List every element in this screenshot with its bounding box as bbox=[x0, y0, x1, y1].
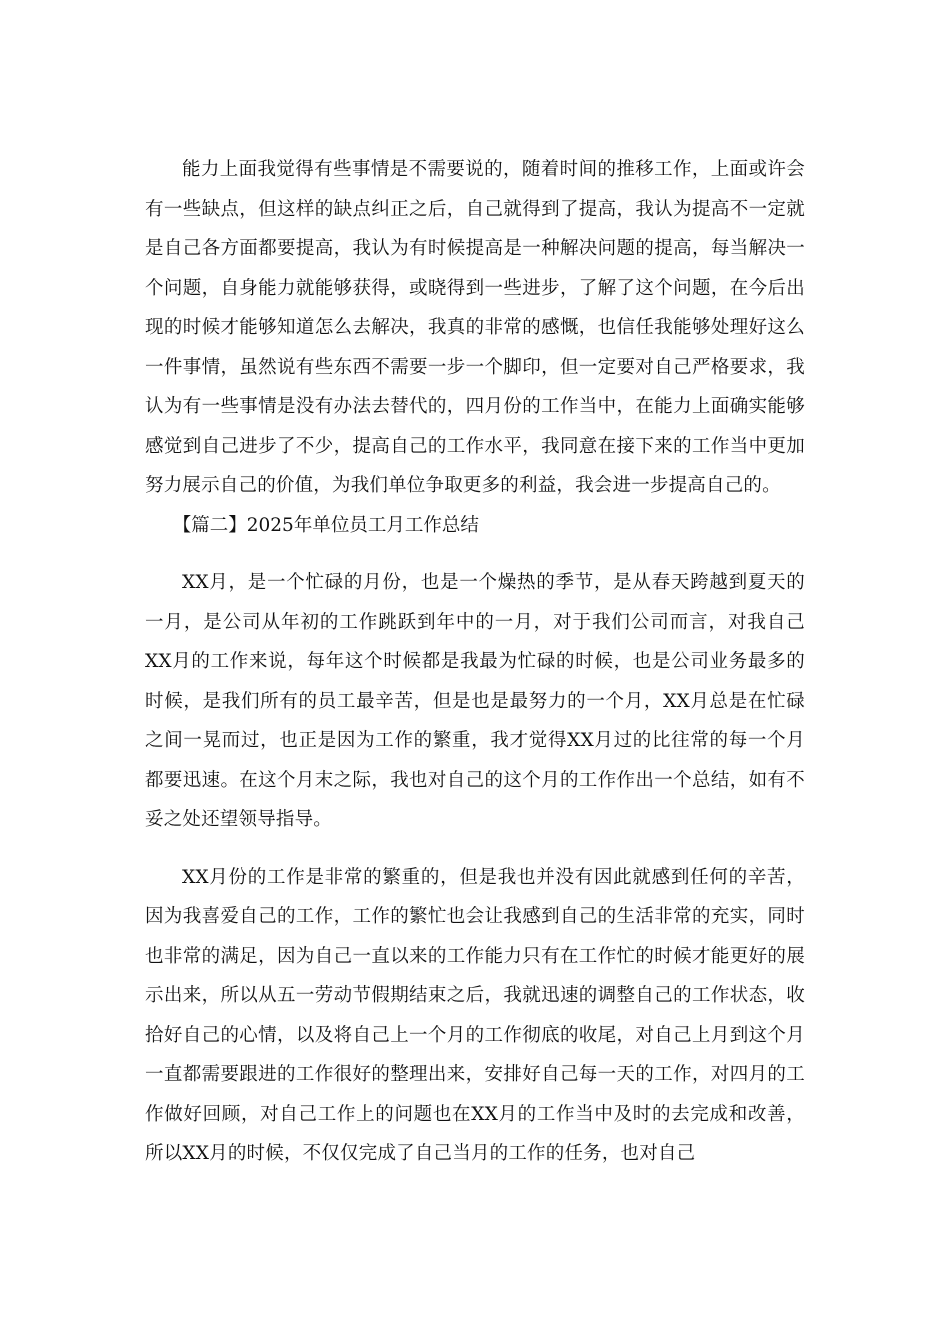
section-heading: 【篇二】2025年单位员工月工作总结 bbox=[172, 514, 479, 536]
document-body bbox=[145, 150, 805, 1174]
paragraph-monthly-work-details: XX月份的工作是非常的繁重的，但是我也并没有因此就感到任何的辛苦，因为我喜爱自己的工作，工作的繁忙也会让我感到自己的生活非常的充实，同时也非常的满足，因为自己一直以来的工作能力只有在工作忙的时候才能更好的展示出来，所以从五一劳动节假期结束之后，我就迅速的调整自己的工作状态，收拾好自己的心情，以及将自己上一个月的工作彻底的收尾，对自己上月到这个月一直都需要跟进的工作很好的整理出来，安排好自己每一天的工作，对四月的工作做好回顾，对自己工作上的问题也在XX月的工作当中及时的去完成和改善，所以XX月的时候，不仅仅完成了自己当月的工作的任务，也对自己 bbox=[145, 866, 805, 1164]
paragraph-monthly-overview: XX月，是一个忙碌的月份，也是一个燥热的季节，是从春天跨越到夏天的一月，是公司从年初的工作跳跃到年中的一月，对于我们公司而言，对我自己XX月的工作来说，每年这个时候都是我最为忙碌的时候，也是公司业务最多的时候，是我们所有的员工最辛苦，但是也是最努力的一个月，XX月总是在忙碌之间一晃而过，也正是因为工作的繁重，我才觉得XX月过的比往常的每一个月都要迅速。在这个月末之际，我也对自己的这个月的工作作出一个总结，如有不妥之处还望领导指导。 bbox=[145, 572, 805, 830]
paragraph-ability-improvement: 能力上面我觉得有些事情是不需要说的，随着时间的推移工作，上面或许会有一些缺点，但这样的缺点纠正之后，自己就得到了提高，我认为提高不一定就是自己各方面都要提高，我认为有时候提高是一种解决问题的提高，每当解决一个问题，自身能力就能够获得，或晓得到一些进步，了解了这个问题，在今后出现的时候才能够知道怎么去解决，我真的非常的感慨，也信任我能够处理好这么一件事情，虽然说有些东西不需要一步一个脚印，但一定要对自己严格要求，我认为有一些事情是没有办法去替代的，四月份的工作当中，在能力上面确实能够感觉到自己进步了不少，提高自己的工作水平，我同意在接下来的工作当中更加努力展示自己的价值，为我们单位争取更多的利益，我会进一步提高自己的。 bbox=[145, 159, 805, 496]
